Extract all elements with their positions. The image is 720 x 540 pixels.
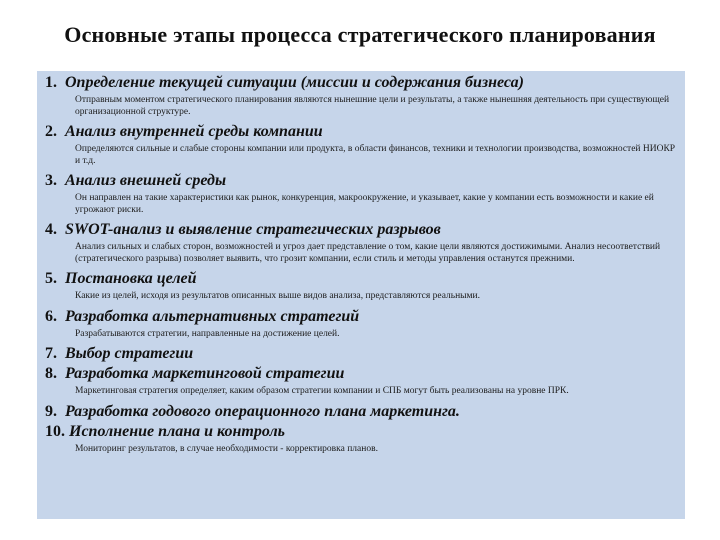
step-number: 6. xyxy=(45,307,57,325)
step-number: 3. xyxy=(45,172,57,189)
step-4 xyxy=(45,220,677,265)
step-description: Определяются сильные и слабые стороны компании или продукта, в области финансов, техники и технологии производства, возможностей НИОКР и т.д. xyxy=(75,144,676,166)
step-description: Маркетинговая стратегия определяет, каким образом стратегии компании и СПБ могут быть реализованы на уровне ПРК. xyxy=(75,386,569,396)
step-6 xyxy=(45,307,677,341)
step-label: Постановка целей xyxy=(65,270,197,287)
step-label: Исполнение плана и контроль xyxy=(69,422,285,440)
step-label: Разработка маркетинговой стратегии xyxy=(65,365,345,382)
step-description: Разрабатываются стратегии, направленные на достижение целей. xyxy=(75,328,340,339)
steps-panel xyxy=(37,71,685,519)
step-heading xyxy=(45,73,677,93)
step-label: SWOT-анализ и выявление стратегических разрывов xyxy=(65,221,441,238)
step-9 xyxy=(45,402,677,422)
step-number: 7. xyxy=(45,345,57,362)
step-heading xyxy=(45,364,677,384)
step-label: Анализ внутренней среды компании xyxy=(65,123,323,140)
step-number: 5. xyxy=(45,270,57,287)
step-7 xyxy=(45,344,677,364)
step-heading xyxy=(45,122,677,142)
step-8 xyxy=(45,364,677,398)
step-description: Он направлен на такие характеристики как рынок, конкуренция, макроокружение, и указывает, какие у компании есть возможности и какие ей угрожают риски. xyxy=(75,193,654,215)
step-description: Анализ сильных и слабых сторон, возможностей и угроз дает представление о том, какие цели являются достижимыми. Анализ несоответствий (стратегического разрыва) позволяет выявить, что грозит компании, если стиль и методы управления останутся прежними. xyxy=(75,242,661,264)
step-heading xyxy=(45,220,677,240)
step-heading xyxy=(45,307,677,327)
step-heading xyxy=(45,344,677,364)
step-label: Анализ внешней среды xyxy=(65,172,227,189)
step-number: 2. xyxy=(45,123,57,140)
step-heading xyxy=(45,269,677,289)
step-3 xyxy=(45,171,677,216)
step-label: Определение текущей ситуации (миссии и содержания бизнеса) xyxy=(65,74,524,91)
step-label: Разработка годового операционного плана маркетинга. xyxy=(65,402,460,420)
step-heading xyxy=(45,171,677,191)
step-number: 1. xyxy=(45,74,57,91)
page-title: Основные этапы процесса стратегического планирования xyxy=(64,22,656,47)
step-label: Выбор стратегии xyxy=(65,345,194,362)
step-description: Отправным моментом стратегического планирования являются нынешние цели и результаты, а также нынешняя деятельность при существующей организационной структуре. xyxy=(75,95,670,117)
step-number: 8. xyxy=(45,365,57,382)
step-10 xyxy=(45,422,677,456)
step-2 xyxy=(45,122,677,167)
step-number: 9. xyxy=(45,402,57,420)
step-number: 10. xyxy=(45,422,65,440)
step-description: Какие из целей, исходя из результатов описанных выше видов анализа, представляются реальными. xyxy=(75,291,481,301)
step-description: Мониторинг результатов, в случае необходимости - корректировка планов. xyxy=(75,443,378,454)
step-5 xyxy=(45,269,677,303)
step-heading xyxy=(45,402,677,422)
step-label: Разработка альтернативных стратегий xyxy=(65,307,360,325)
step-1 xyxy=(45,73,677,118)
step-number: 4. xyxy=(45,221,57,238)
step-heading xyxy=(45,422,677,442)
